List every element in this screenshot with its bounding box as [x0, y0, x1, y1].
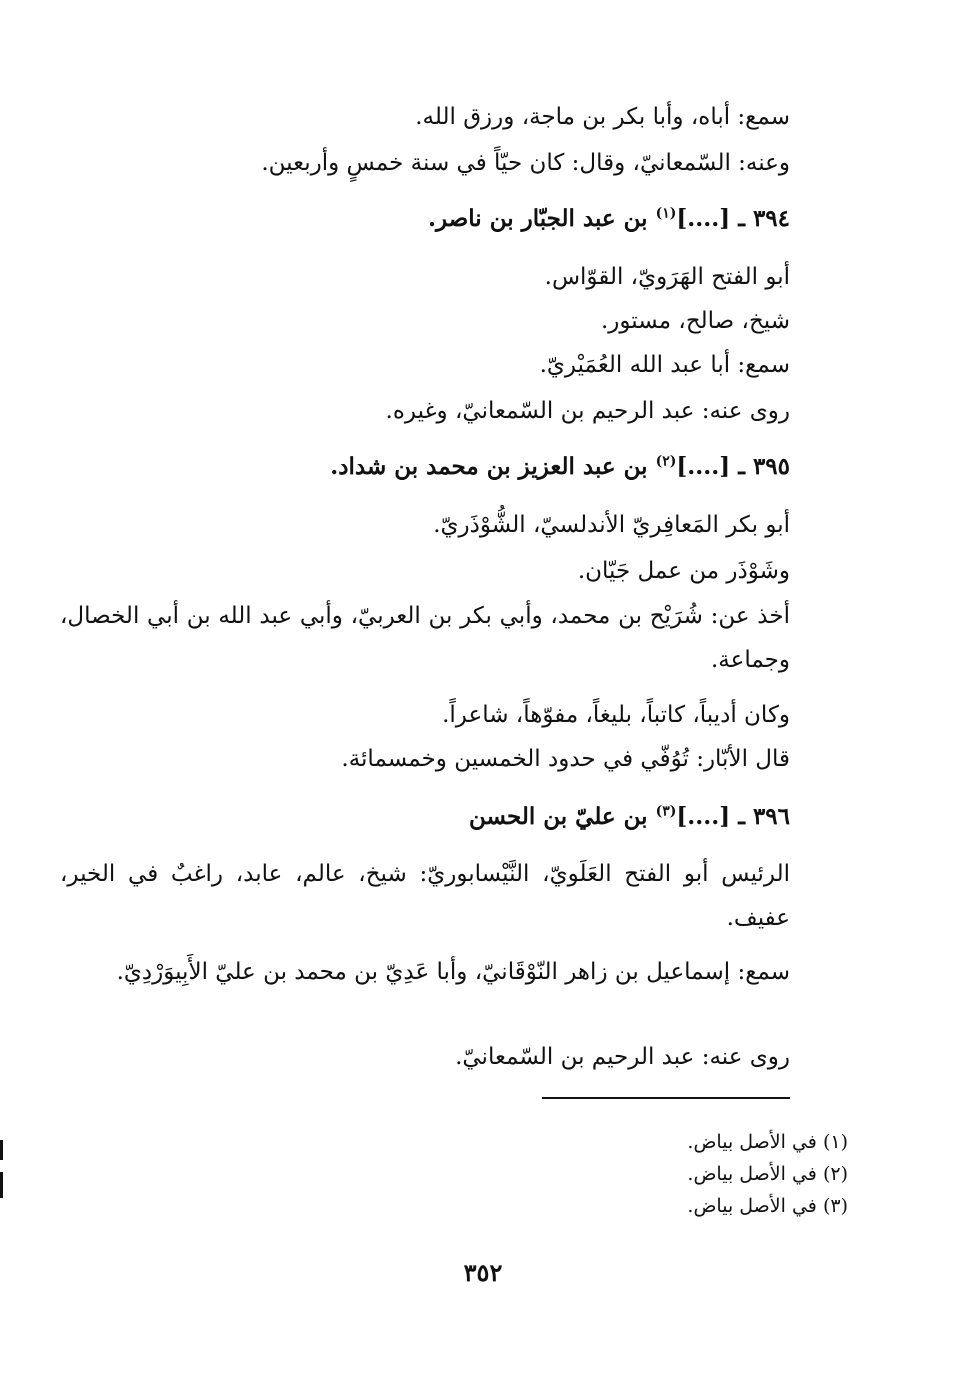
entry-gap: [....] — [676, 803, 731, 830]
footnote-ref: (٣) — [655, 803, 677, 820]
page-number: ٣٥٢ — [463, 1258, 503, 1287]
text-line: قال الأبّار: تُوُفّي في حدود الخمسين وخمسمائة. — [341, 746, 790, 772]
footnote — [687, 1128, 848, 1156]
text-line: وشَوْذَر من عمل جَيّان. — [577, 558, 790, 584]
entry-heading — [428, 198, 790, 240]
text-line: أبو بكر المَعافِريّ الأندلسيّ، الشُّوْذَريّ. — [433, 512, 790, 538]
entry-number: ٣٩٤ ـ — [738, 205, 790, 232]
entry-number: ٣٩٦ ـ — [738, 803, 790, 830]
footnote-ref: (٢) — [655, 453, 677, 470]
footnote — [687, 1160, 848, 1188]
text-line: وكان أديباً، كاتباً، بليغاً، مفوّهاً، شاعراً. — [442, 702, 790, 728]
footnote-marker: (١) — [822, 1131, 848, 1153]
text-line: أبو الفتح الهَرَويّ، القوّاس. — [544, 264, 790, 290]
text-line: روى عنه: عبد الرحيم بن السّمعانيّ. — [455, 1044, 790, 1070]
text-paragraph: سمع: إسماعيل بن زاهر النّوْقَانيّ، وأبا عَدِيّ بن محمد بن عليّ الأَبِيوَرْدِيّ. — [116, 959, 790, 985]
text-line: سمع: أبا عبد الله العُمَيْريّ. — [539, 352, 790, 378]
footnote-text: في الأصل بياض. — [687, 1131, 817, 1153]
entry-gap: [....] — [676, 453, 731, 480]
entry-name: بن عبد الجبّار بن ناصر. — [428, 205, 648, 232]
text-line: وعنه: السّمعانيّ، وقال: كان حيّاً في سنة خمسٍ وأربعين. — [261, 150, 790, 176]
entry-number: ٣٩٥ ـ — [738, 453, 790, 480]
text-paragraph: أخذ عن: شُرَيْح بن محمد، وأبي بكر بن العربيّ، وأبي عبد الله بن أبي الخصال، وجماعة. — [60, 603, 790, 673]
text-line: شيخ، صالح، مستور. — [601, 308, 790, 334]
entry-gap: [....] — [676, 205, 731, 232]
text-line: روى عنه: عبد الرحيم بن السّمعانيّ، وغيره. — [385, 398, 790, 424]
scan-margin-mark — [0, 1140, 3, 1160]
text-paragraph: الرئيس أبو الفتح العَلَويّ، النَّيْسابوريّ: شيخ، عالم، عابد، راغبٌ في الخير، عفيف. — [60, 861, 790, 931]
footnote-ref: (١) — [655, 205, 677, 222]
footnote-text: في الأصل بياض. — [687, 1163, 817, 1185]
footnote-marker: (٣) — [822, 1195, 848, 1217]
text-line: سمع: أباه، وأبا بكر بن ماجة، ورزق الله. — [415, 104, 790, 130]
entry-heading — [330, 446, 790, 488]
footnote-marker: (٢) — [822, 1163, 848, 1185]
entry-name: بن عبد العزيز بن محمد بن شداد. — [330, 453, 648, 480]
scan-margin-mark — [0, 1172, 3, 1198]
entry-name: بن عليّ بن الحسن — [468, 803, 648, 830]
entry-heading — [469, 796, 790, 838]
footnote — [687, 1192, 848, 1220]
footnote-divider — [542, 1097, 790, 1099]
footnote-text: في الأصل بياض. — [687, 1195, 817, 1217]
